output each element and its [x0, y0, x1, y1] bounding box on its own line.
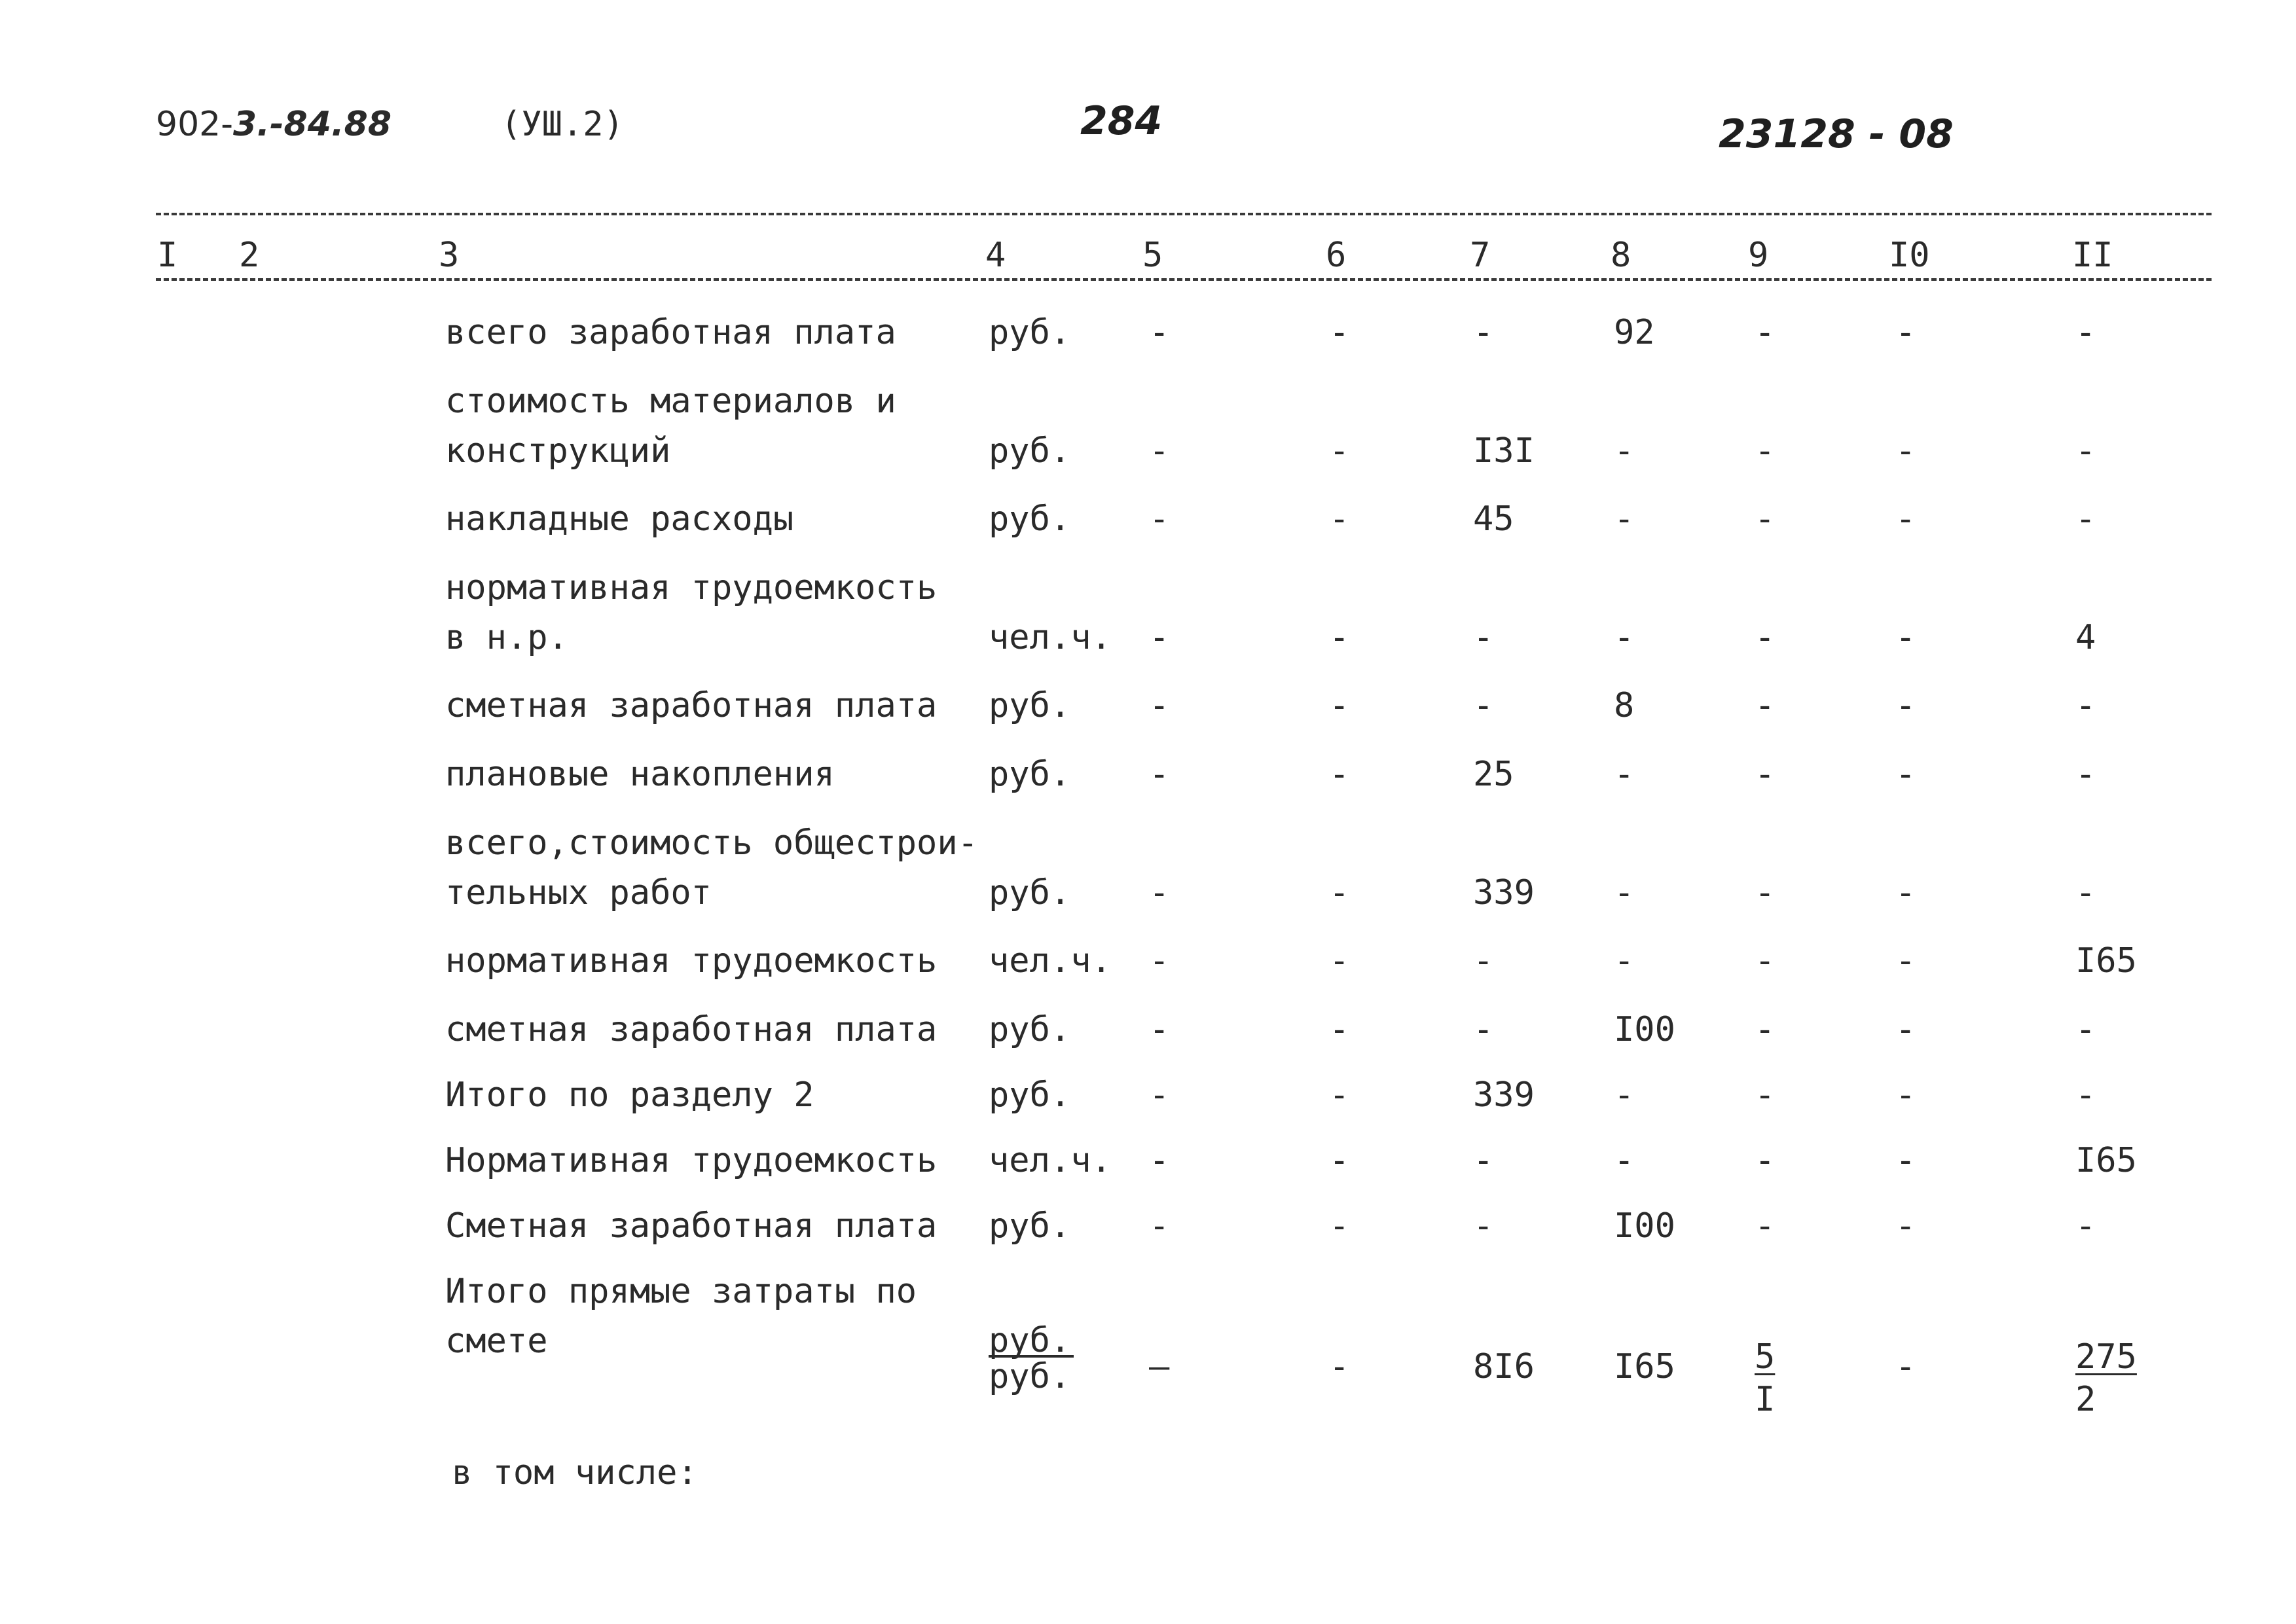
- cell-c5: -: [1149, 873, 1170, 912]
- cell-c10: -: [1895, 313, 1916, 352]
- row-unit: руб.: [989, 873, 1071, 912]
- cell-c11: -: [2075, 431, 2096, 471]
- total-c11-bottom: 2: [2075, 1380, 2096, 1419]
- column-number: 6: [1326, 236, 1347, 275]
- cell-c5: -: [1149, 1010, 1170, 1049]
- column-number: 5: [1142, 236, 1163, 275]
- cell-c10: -: [1895, 1075, 1916, 1115]
- row-label: всего,стоимость общестрои-: [445, 823, 978, 863]
- row-unit: чел.ч.: [989, 941, 1112, 981]
- cell-c8: I00: [1614, 1010, 1675, 1049]
- cell-c8: -: [1614, 755, 1635, 794]
- cell-c11: -: [2075, 1075, 2096, 1115]
- cell-c11: -: [2075, 1206, 2096, 1246]
- cell-c7: -: [1473, 313, 1494, 352]
- total-c9-top: 5: [1755, 1337, 1776, 1377]
- row-unit: руб.: [989, 1206, 1071, 1246]
- cell-c10: -: [1895, 1141, 1916, 1180]
- cell-c6: -: [1329, 755, 1350, 794]
- cell-c10: -: [1895, 873, 1916, 912]
- row-unit: руб.: [989, 686, 1071, 725]
- cell-c11: I65: [2075, 1141, 2137, 1180]
- cell-c5: -: [1149, 1141, 1170, 1180]
- row-label: нормативная трудоемкость: [445, 568, 938, 607]
- cell-c7: 45: [1473, 499, 1514, 539]
- cell-c10: -: [1895, 686, 1916, 725]
- page-number: 284: [1080, 98, 1163, 144]
- total-c5: —: [1149, 1347, 1170, 1386]
- cell-c5: -: [1149, 431, 1170, 471]
- total-label: Итого прямые затраты по: [445, 1272, 917, 1311]
- cell-c9: -: [1755, 499, 1776, 539]
- column-number: I: [157, 236, 178, 275]
- cell-c5: -: [1149, 941, 1170, 981]
- document-number: 23128 - 08: [1719, 111, 1954, 157]
- cell-c6: -: [1329, 1206, 1350, 1246]
- cell-c7: -: [1473, 1206, 1494, 1246]
- cell-c10: -: [1895, 1010, 1916, 1049]
- cell-c11: -: [2075, 1010, 2096, 1049]
- cell-c8: 92: [1614, 313, 1655, 352]
- cell-c8: -: [1614, 431, 1635, 471]
- cell-c8: -: [1614, 1075, 1635, 1115]
- cell-c9: -: [1755, 873, 1776, 912]
- row-unit: чел.ч.: [989, 1141, 1112, 1180]
- document-code-handwritten: 3.-84.88: [233, 105, 392, 144]
- cell-c7: -: [1473, 941, 1494, 981]
- row-unit: руб.: [989, 1010, 1071, 1049]
- cell-c11: -: [2075, 686, 2096, 725]
- cell-c8: -: [1614, 941, 1635, 981]
- total-c9-bottom: I: [1755, 1380, 1776, 1419]
- cell-c6: -: [1329, 499, 1350, 539]
- cell-c6: -: [1329, 686, 1350, 725]
- cell-c7: -: [1473, 1010, 1494, 1049]
- cell-c6: -: [1329, 941, 1350, 981]
- cell-c9: -: [1755, 618, 1776, 657]
- row-label: нормативная трудоемкость: [445, 941, 938, 981]
- cell-c8: -: [1614, 499, 1635, 539]
- total-c10: -: [1895, 1347, 1916, 1386]
- cell-c5: -: [1149, 313, 1170, 352]
- row-label: конструкций: [445, 431, 671, 471]
- document-section: (УШ.2): [501, 105, 624, 144]
- cell-c11: -: [2075, 873, 2096, 912]
- column-number: 8: [1611, 236, 1631, 275]
- row-unit: руб.: [989, 431, 1071, 471]
- cell-c11: I65: [2075, 941, 2137, 981]
- cell-c9: -: [1755, 1206, 1776, 1246]
- cell-c6: -: [1329, 313, 1350, 352]
- cell-c6: -: [1329, 1141, 1350, 1180]
- cell-c5: -: [1149, 686, 1170, 725]
- cell-c10: -: [1895, 618, 1916, 657]
- cell-c9: -: [1755, 1010, 1776, 1049]
- dashed-rule-bottom: [156, 278, 2212, 281]
- cell-c7: -: [1473, 618, 1494, 657]
- cell-c10: -: [1895, 941, 1916, 981]
- cell-c7: 339: [1473, 873, 1535, 912]
- cell-c5: -: [1149, 499, 1170, 539]
- total-c6: -: [1329, 1347, 1350, 1386]
- column-number: 3: [439, 236, 460, 275]
- cell-c9: -: [1755, 686, 1776, 725]
- cell-c10: -: [1895, 431, 1916, 471]
- cell-c8: I00: [1614, 1206, 1675, 1246]
- cell-c9: -: [1755, 313, 1776, 352]
- row-label: в н.р.: [445, 618, 568, 657]
- row-label: накладные расходы: [445, 499, 794, 539]
- cell-c7: I3I: [1473, 431, 1535, 471]
- cell-c9: -: [1755, 1075, 1776, 1115]
- column-number: 2: [239, 236, 260, 275]
- document-code-printed: 902-: [156, 105, 234, 144]
- row-unit: чел.ч.: [989, 618, 1112, 657]
- total-unit-bottom: руб.: [989, 1357, 1071, 1396]
- total-label: смете: [445, 1322, 548, 1361]
- row-label: Сметная заработная плата: [445, 1206, 938, 1246]
- cell-c10: -: [1895, 755, 1916, 794]
- row-label: Итого по разделу 2: [445, 1075, 814, 1115]
- total-unit-top: руб.: [989, 1321, 1071, 1360]
- cell-c9: -: [1755, 1141, 1776, 1180]
- total-c7: 8I6: [1473, 1347, 1535, 1386]
- row-unit: руб.: [989, 755, 1071, 794]
- cell-c5: -: [1149, 1075, 1170, 1115]
- cell-c11: -: [2075, 313, 2096, 352]
- document-code: [156, 105, 392, 144]
- row-unit: руб.: [989, 1075, 1071, 1115]
- cell-c11: -: [2075, 499, 2096, 539]
- row-label: сметная заработная плата: [445, 1010, 938, 1049]
- row-label: сметная заработная плата: [445, 686, 938, 725]
- dashed-rule-top: [156, 213, 2212, 215]
- column-number: II: [2072, 236, 2113, 275]
- cell-c6: -: [1329, 618, 1350, 657]
- cell-c5: -: [1149, 755, 1170, 794]
- cell-c8: 8: [1614, 686, 1635, 725]
- footer-note: в том числе:: [452, 1453, 698, 1492]
- cell-c7: 25: [1473, 755, 1514, 794]
- cell-c9: -: [1755, 941, 1776, 981]
- cell-c8: -: [1614, 618, 1635, 657]
- cell-c9: -: [1755, 755, 1776, 794]
- cell-c5: -: [1149, 618, 1170, 657]
- cell-c5: -: [1149, 1206, 1170, 1246]
- row-unit: руб.: [989, 499, 1071, 539]
- row-label: тельных работ: [445, 873, 712, 912]
- total-c8: I65: [1614, 1347, 1675, 1386]
- cell-c6: -: [1329, 1075, 1350, 1115]
- cell-c8: -: [1614, 1141, 1635, 1180]
- total-c11-top: 275: [2075, 1337, 2137, 1377]
- cell-c7: -: [1473, 1141, 1494, 1180]
- cell-c11: -: [2075, 755, 2096, 794]
- cell-c7: -: [1473, 686, 1494, 725]
- row-unit: руб.: [989, 313, 1071, 352]
- column-number: 9: [1748, 236, 1769, 275]
- cell-c6: -: [1329, 431, 1350, 471]
- cell-c6: -: [1329, 1010, 1350, 1049]
- row-label: стоимость материалов и: [445, 382, 896, 421]
- column-number: 4: [985, 236, 1006, 275]
- cell-c8: -: [1614, 873, 1635, 912]
- row-label: плановые накопления: [445, 755, 835, 794]
- column-number: I0: [1889, 236, 1930, 275]
- cell-c7: 339: [1473, 1075, 1535, 1115]
- cell-c10: -: [1895, 499, 1916, 539]
- cell-c6: -: [1329, 873, 1350, 912]
- cell-c10: -: [1895, 1206, 1916, 1246]
- row-label: всего заработная плата: [445, 313, 896, 352]
- cell-c9: -: [1755, 431, 1776, 471]
- row-label: Нормативная трудоемкость: [445, 1141, 938, 1180]
- column-number: 7: [1470, 236, 1491, 275]
- cell-c11: 4: [2075, 618, 2096, 657]
